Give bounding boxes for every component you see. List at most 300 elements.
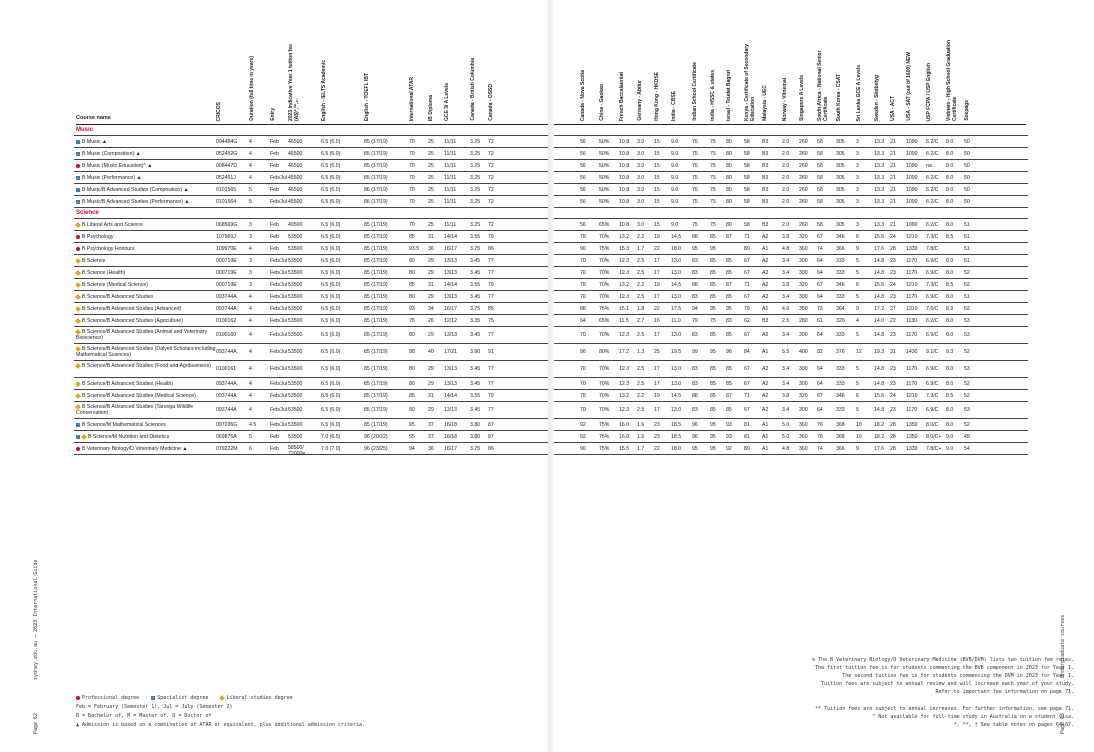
cell: 1090 [906, 187, 918, 193]
table-row [554, 402, 1028, 419]
cell: 75 [710, 187, 716, 193]
cell: 46500 [288, 163, 303, 169]
cell: 26 [428, 318, 434, 324]
cell: 49500 [288, 222, 303, 228]
course-name-text: B Science/B Advanced Studies (Taronga Wildlife Conservation) [76, 404, 194, 416]
cell: 107969J [216, 234, 236, 240]
table-row [554, 419, 1028, 431]
cell: 10.8 [619, 163, 630, 169]
cell: 079222M [216, 446, 238, 452]
course-name [76, 434, 226, 440]
cell: 069875A [216, 434, 237, 440]
cell: 79 [744, 306, 750, 312]
left-table [74, 125, 548, 455]
cell: 260 [799, 187, 808, 193]
course-name [76, 175, 226, 181]
cell: 17 [654, 258, 660, 264]
cell: 25 [428, 163, 434, 169]
cell: 9.0 [671, 187, 679, 193]
cell: 95 [710, 446, 716, 452]
cell: 19 [654, 234, 660, 240]
cell: 1170 [906, 258, 918, 264]
cell: 6.2/C [926, 222, 939, 228]
table-row [554, 390, 1028, 402]
cell: 56 [580, 175, 586, 181]
cell: 3.55 [470, 234, 481, 240]
cell: 71 [744, 234, 750, 240]
cell: 77 [488, 366, 494, 372]
left-header-3: 2023 Indicative Year 1 tuition fee (A$)*,**,† [288, 44, 300, 121]
cell: 70% [599, 366, 610, 372]
cell: 70% [599, 332, 610, 338]
cell: 75% [599, 446, 610, 452]
cell: 6.9/C [926, 294, 939, 300]
cell: 58 [744, 222, 750, 228]
cell: 23 [890, 294, 896, 300]
cell: 8.0/C [926, 422, 939, 428]
cell: 3.45 [470, 407, 481, 413]
liberal-degree-icon [75, 306, 81, 312]
cell: 29 [428, 258, 434, 264]
cell: 3.0 [637, 199, 645, 205]
right-header-1: China - Gaokao [599, 84, 605, 121]
course-name-text: B Music/B Advanced Studies (Performance) ▲ [82, 199, 190, 205]
cell: 300 [799, 407, 808, 413]
cell: 14.8 [874, 258, 885, 264]
cell: 78 [580, 393, 586, 399]
cell: 17 [654, 381, 660, 387]
table-row [74, 255, 548, 267]
cell: 50% [599, 187, 610, 193]
table-row [554, 361, 1028, 378]
table-row [554, 231, 1028, 243]
left-header-9: Canada - British Columbia [470, 58, 476, 121]
cell: 6.9/C [926, 332, 939, 338]
cell: 16/17 [444, 306, 457, 312]
cell: 6.5 (6.0) [321, 234, 341, 240]
course-name [76, 222, 226, 228]
cell: 3.0 [637, 163, 645, 169]
cell: 6.2/C [926, 151, 939, 157]
liberal-degree-icon [75, 393, 81, 399]
cell: 3.4 [782, 407, 790, 413]
cell: 31 [428, 393, 434, 399]
cell: 346 [836, 282, 845, 288]
cell: 83 [692, 270, 698, 276]
cell: 85 [710, 282, 716, 288]
cell: 52 [964, 282, 970, 288]
cell: Feb/Jul [270, 366, 288, 372]
cell: A1 [762, 246, 769, 252]
course-name [76, 294, 226, 300]
cell: 81 [744, 434, 750, 440]
cell: 300 [799, 332, 808, 338]
cell: 23 [890, 366, 896, 372]
cell: 5 [249, 199, 252, 205]
cell: 22 [654, 306, 660, 312]
cell: 18.5 [671, 422, 682, 428]
cell: 13/13 [444, 270, 457, 276]
cell: 10.8 [619, 139, 630, 145]
cell: 29 [428, 332, 434, 338]
cell: 12.3 [619, 258, 630, 264]
cell: 3.25 [470, 175, 481, 181]
cell: 80 [744, 246, 750, 252]
cell: 3.0 [637, 151, 645, 157]
cell: 75 [710, 151, 716, 157]
cell: 67 [744, 294, 750, 300]
cell: 13/13 [444, 366, 457, 372]
cell: 91 [488, 349, 494, 355]
cell: 50 [964, 139, 970, 145]
cell: 77 [488, 381, 494, 387]
cell: 62 [744, 318, 750, 324]
cell: 58 [744, 163, 750, 169]
cell: 2.2 [637, 282, 645, 288]
cell: 1310 [906, 306, 918, 312]
cell: 9.1/C [926, 349, 939, 355]
cell: 8.0 [946, 199, 954, 205]
cell: Feb/Jul [270, 332, 288, 338]
cell: 19 [654, 393, 660, 399]
cell: 3.25 [470, 199, 481, 205]
cell: 7.3/C [926, 234, 939, 240]
cell: 67 [744, 407, 750, 413]
cell: Feb [270, 222, 279, 228]
cell: 95 [692, 446, 698, 452]
course-name [76, 422, 226, 428]
cell: 53 [964, 318, 970, 324]
cell: 50% [599, 151, 610, 157]
cell: B3 [762, 139, 769, 145]
cell: 15 [654, 151, 660, 157]
cell: 29 [428, 381, 434, 387]
cell: 14.5 [671, 234, 682, 240]
cell: 346 [836, 393, 845, 399]
left-header-6: International ATAR [409, 76, 415, 121]
cell: 7.0 (6.5) [321, 434, 341, 440]
cell: 67 [744, 366, 750, 372]
right-header-7: India - HSSC & states [710, 70, 716, 121]
cell: 14/14 [444, 234, 457, 240]
cell: 71 [744, 393, 750, 399]
cell: 300 [799, 294, 808, 300]
cell: Feb [270, 151, 279, 157]
cell: 4 [249, 306, 252, 312]
course-name-text: B Science/B Advanced Studies (Advanced) [82, 306, 182, 312]
cell: 6.5 (6.0) [321, 175, 341, 181]
table-row [74, 279, 548, 291]
cell: 90 [580, 446, 586, 452]
cell: 6.9/C [926, 381, 939, 387]
cell: 3.4 [782, 294, 790, 300]
cell: 67 [817, 234, 823, 240]
cell: 53500 [288, 393, 303, 399]
cell: 260 [799, 163, 808, 169]
cell: 350 [799, 306, 808, 312]
cell: 75 [692, 199, 698, 205]
cell: 16.0 [619, 434, 630, 440]
cell: 70 [580, 366, 586, 372]
cell: 77 [488, 258, 494, 264]
right-header-21: Seepage [964, 100, 970, 121]
footnote-line: The second tuition fee is for students commencing the DVM in 2023 for Year 1. [842, 673, 1074, 679]
cell: 093744A [216, 306, 237, 312]
liberal-degree-icon [75, 346, 81, 352]
cell: 8.0 [946, 366, 954, 372]
cell: 13.0 [671, 332, 682, 338]
cell: 3.75 [470, 246, 481, 252]
cell: 18.2 [874, 434, 885, 440]
cell: 53 [964, 332, 970, 338]
specialist-degree-icon [76, 140, 80, 144]
cell: 85 (17/19) [364, 294, 388, 300]
cell: 6.5 (6.0) [321, 422, 341, 428]
cell: 305 [836, 139, 845, 145]
professional-degree-icon [76, 247, 80, 251]
cell: 16/17 [444, 446, 457, 452]
table-row [554, 267, 1028, 279]
cell: 56 [580, 139, 586, 145]
cell: 80 [726, 199, 732, 205]
cell: 9 [856, 306, 859, 312]
course-name-header: Course name [76, 115, 111, 121]
table-row [554, 344, 1028, 361]
cell: 23 [890, 332, 896, 338]
cell: 3.80 [470, 422, 481, 428]
cell: 5 [856, 407, 859, 413]
cell: Feb/Jul [270, 422, 288, 428]
specialist-degree-icon [76, 435, 80, 439]
cell: 95 [409, 434, 415, 440]
left-header-4: English - IELTS Academic [321, 59, 327, 121]
cell: 17 [654, 294, 660, 300]
cell: 1.7 [637, 446, 645, 452]
cell: 7.3/C [926, 393, 939, 399]
cell: 8.0 [946, 151, 954, 157]
professional-degree-icon [76, 164, 80, 168]
right-header-5: India - CBSE [671, 90, 677, 121]
cell: 85 (17/19) [364, 422, 388, 428]
cell: 18.2 [874, 422, 885, 428]
course-name-text: B Science/B Advanced Studies (Health) [82, 381, 174, 387]
cell: 28 [890, 446, 896, 452]
cell: 3.45 [470, 270, 481, 276]
cell: 72 [488, 175, 494, 181]
cell: 22 [654, 446, 660, 452]
footnote-line: Refer to important fee information on page 71. [935, 689, 1074, 695]
cell: 1130 [906, 318, 918, 324]
right-page [554, 0, 1094, 752]
cell: 87 [726, 282, 732, 288]
liberal-degree-icon [81, 434, 87, 440]
cell: 54 [964, 446, 970, 452]
cell: 83 [692, 294, 698, 300]
cell: 24 [890, 234, 896, 240]
table-row [554, 315, 1028, 327]
cell: 85 (17/19) [364, 381, 388, 387]
cell: 79 [488, 282, 494, 288]
cell: 300 [799, 381, 808, 387]
cell: 8.5 [946, 393, 954, 399]
cell: 21 [890, 187, 896, 193]
course-name-text: B Psychology [82, 234, 114, 240]
cell: 11.5 [619, 318, 629, 324]
cell: 83 [692, 332, 698, 338]
right-header-9: Kenya - Certificate of Secondary Education [744, 44, 756, 121]
right-header-2: French Baccalauréat [619, 71, 625, 121]
cell: 75% [599, 434, 610, 440]
cell: 64 [817, 258, 823, 264]
page-number-left: Page 62 [33, 712, 39, 734]
cell: 18.5 [671, 434, 682, 440]
cell: 88 [580, 306, 586, 312]
cell: 70% [599, 393, 610, 399]
cell: 80 [726, 222, 732, 228]
cell: 400 [799, 349, 808, 355]
cell: 72 [488, 163, 494, 169]
cell: 80 [726, 175, 732, 181]
cell: 70% [599, 234, 610, 240]
cell: 77 [488, 294, 494, 300]
cell: 10.8 [619, 151, 630, 157]
cell: 8.0 [946, 222, 954, 228]
liberal-degree-icon [75, 329, 81, 335]
cell: 320 [799, 234, 808, 240]
table-row [554, 219, 1028, 231]
cell: 87 [726, 234, 732, 240]
cell: 3.80 [470, 434, 481, 440]
cell: 70% [599, 258, 610, 264]
liberal-degree-icon [75, 363, 81, 369]
cell: 70% [599, 282, 610, 288]
cell: 25 [428, 222, 434, 228]
cell: 9.0 [946, 434, 954, 440]
cell: 75 [710, 139, 716, 145]
cell: B3 [762, 163, 769, 169]
cell: 13.3 [874, 175, 885, 181]
cell: A2 [762, 407, 769, 413]
cell: 85 [710, 270, 716, 276]
cell: 70 [580, 270, 586, 276]
cell: 28 [890, 422, 896, 428]
cell: B3 [762, 318, 769, 324]
cell: 3.45 [470, 258, 481, 264]
cell: 85 (17/19) [364, 282, 388, 288]
cell: 31 [428, 234, 434, 240]
cell: 45500 [288, 175, 303, 181]
cell: 23 [890, 407, 896, 413]
cell: 008447D [216, 163, 238, 169]
cell: A2 [762, 393, 769, 399]
cell: 51 [964, 294, 970, 300]
cell: 88 [692, 234, 698, 240]
cell: 000719E [216, 258, 237, 264]
cell: 13.3 [874, 163, 885, 169]
cell: 14.8 [874, 294, 885, 300]
specialist-degree-icon [76, 200, 80, 204]
cell: 56 [580, 187, 586, 193]
cell: 1090 [906, 199, 918, 205]
cell: 3.75 [470, 306, 481, 312]
cell: 95 [710, 306, 716, 312]
cell: 1210 [906, 393, 918, 399]
cell: 70 [409, 151, 415, 157]
cell: 2.5 [637, 366, 645, 372]
cell: 78 [580, 234, 586, 240]
cell: 25 [428, 175, 434, 181]
cell: 3.25 [470, 151, 481, 157]
cell: 70 [409, 163, 415, 169]
cell: 000719E [216, 270, 237, 276]
cell: 320 [799, 282, 808, 288]
cell: A1 [762, 422, 769, 428]
cell: 6.5 (6.0) [321, 199, 341, 205]
cell: 80 [409, 258, 415, 264]
cell: 3 [856, 187, 859, 193]
cell: 9.0 [671, 199, 679, 205]
course-name-text: B Science/M Mathematical Sciences [82, 422, 166, 428]
course-name [76, 446, 226, 452]
table-row [554, 303, 1028, 315]
cell: 13.0 [671, 294, 682, 300]
cell: Feb/Jul [270, 393, 288, 399]
cell: 80 [726, 187, 732, 193]
cell: A1 [762, 306, 769, 312]
course-name-text: B Music/B Advanced Studies (Composition) ▲ [82, 187, 189, 193]
cell: 95 [710, 349, 716, 355]
cell: 75 [409, 318, 415, 324]
cell: 85 [726, 332, 732, 338]
cell: 27 [890, 306, 896, 312]
cell: 53500 [288, 294, 303, 300]
cell: 13/13 [444, 294, 457, 300]
cell: Feb/Jul [270, 381, 288, 387]
cell: Feb [270, 139, 279, 145]
cell: 6.5 (6.0) [321, 270, 341, 276]
cell: 58 [817, 139, 823, 145]
cell: 85 [726, 366, 732, 372]
cell: 64 [817, 332, 823, 338]
liberal-degree-icon [75, 318, 81, 324]
cell: 84 [744, 349, 750, 355]
cell: 14.8 [874, 332, 885, 338]
cell: 10.8 [619, 187, 630, 193]
course-name [76, 381, 226, 387]
cell: 15.6 [874, 393, 885, 399]
course-name [76, 187, 226, 193]
cell: 6.5 (6.0) [321, 222, 341, 228]
cell: 29 [428, 270, 434, 276]
cell: 305 [836, 199, 845, 205]
page-number-right: Page 63 [1060, 712, 1066, 734]
table-row [554, 327, 1028, 344]
cell: 333 [836, 258, 845, 264]
cell: 70% [599, 407, 610, 413]
cell: 13/13 [444, 381, 457, 387]
cell: 83 [692, 381, 698, 387]
cell: 75 [710, 222, 716, 228]
cell: 58 [744, 139, 750, 145]
cell: 8.0 [946, 294, 954, 300]
cell: 70 [409, 139, 415, 145]
left-header-8: GCE 3/ A Levels [444, 83, 450, 121]
cell: 3.45 [470, 332, 481, 338]
table-row [74, 172, 548, 184]
left-header-2: Entry [270, 108, 276, 121]
cell: 17 [654, 407, 660, 413]
cell: 3.0 [637, 139, 645, 145]
